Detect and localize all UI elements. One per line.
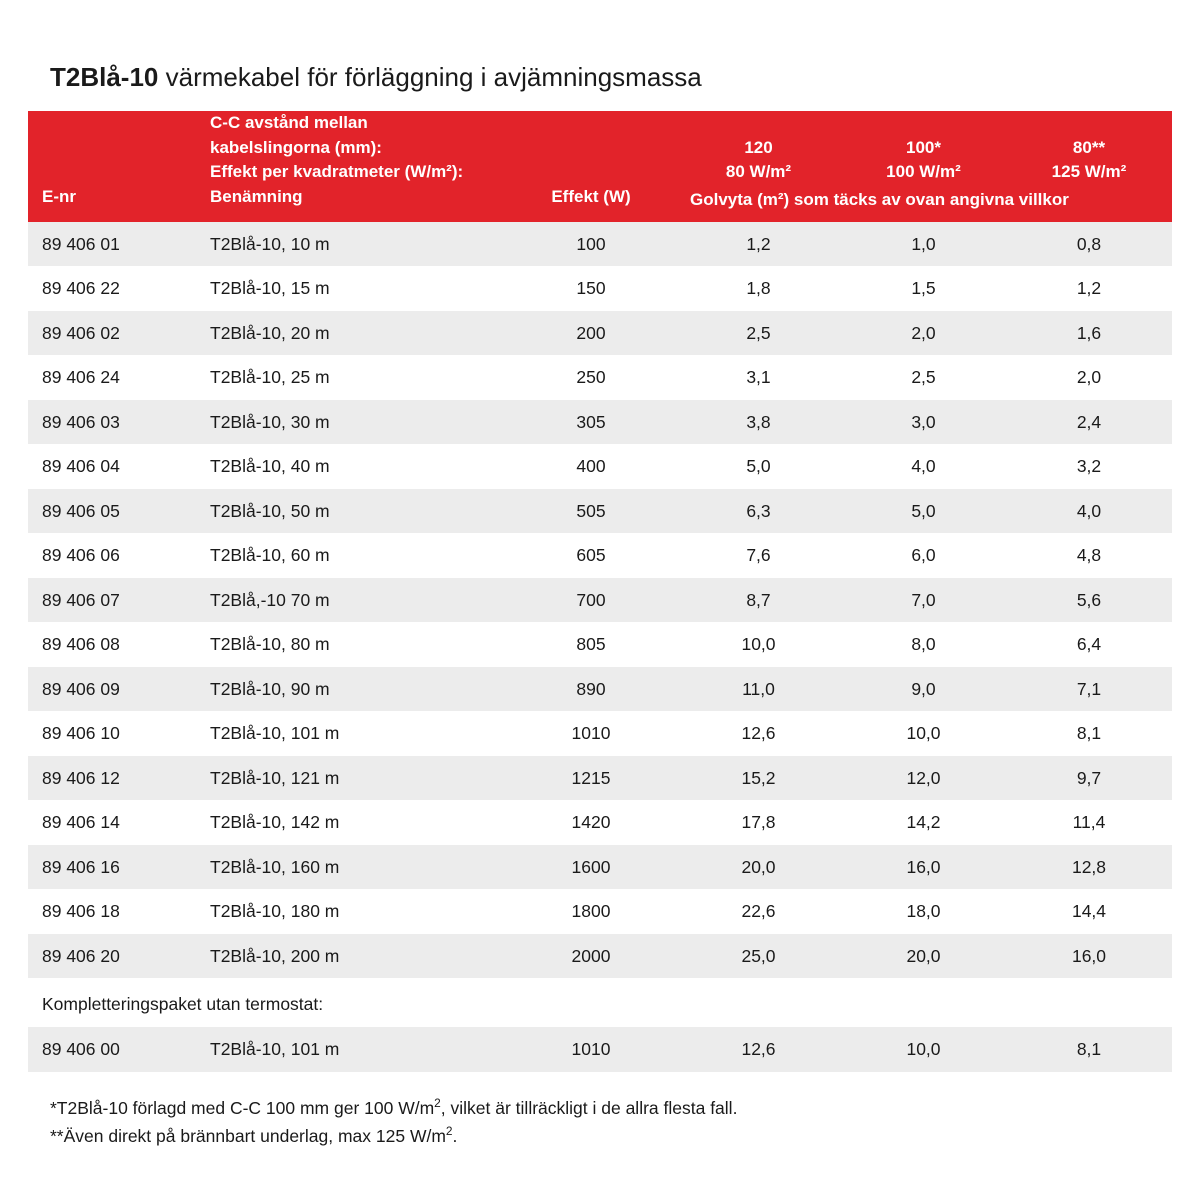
- cell-area-80: 6,4: [1076, 634, 1102, 654]
- cell-name: T2Blå-10, 180 m: [210, 901, 340, 921]
- cell-effekt: 890: [576, 678, 606, 699]
- cell-enr: 89 406 20: [42, 945, 120, 966]
- cell-area-80: 4,0: [1076, 500, 1102, 521]
- table-row: [28, 533, 1172, 578]
- table-header: [28, 111, 1172, 222]
- cell-enr: 89 406 00: [42, 1039, 120, 1059]
- header-label-cc: C-C avstånd mellan kabelslingorna (mm):: [210, 113, 382, 157]
- cell-area-80: 4,8: [1076, 545, 1102, 565]
- cell-effekt: 100: [576, 233, 606, 254]
- header-label-effekt: Effekt (W): [551, 187, 631, 207]
- cell-area-80: 3,2: [1076, 456, 1102, 476]
- header-label-benamning: Benämning: [210, 187, 303, 207]
- cell-enr: 89 406 14: [42, 812, 120, 832]
- cell-name: T2Blå-10, 101 m: [210, 723, 340, 743]
- cell-effekt: 605: [576, 545, 606, 565]
- cell-area-120: 10,0: [741, 634, 776, 654]
- cell-name: T2Blå-10, 80 m: [210, 634, 330, 654]
- table-body: [28, 222, 1172, 1072]
- header-label-enr: E-nr: [42, 187, 76, 207]
- cell-enr: 89 406 06: [42, 545, 120, 565]
- cell-effekt: 1215: [571, 767, 611, 788]
- cell-effekt: 200: [576, 322, 606, 343]
- cell-effekt: 1010: [571, 723, 611, 743]
- header-label-cc100: 100*: [906, 137, 941, 157]
- cell-area-100: 2,0: [911, 322, 936, 343]
- cell-area-120: 6,3: [746, 500, 771, 521]
- cell-area-100: 7,0: [911, 589, 936, 610]
- cell-name: T2Blå-10, 20 m: [210, 322, 330, 343]
- cell-effekt: 1600: [571, 856, 611, 877]
- cell-effekt: 505: [576, 500, 606, 521]
- cell-enr: 89 406 08: [42, 634, 120, 654]
- cell-area-120: 17,8: [741, 812, 776, 832]
- cell-area-100: 12,0: [906, 767, 941, 788]
- cell-effekt: 250: [576, 367, 606, 387]
- cell-area-100: 10,0: [906, 723, 941, 743]
- cell-area-100: 1,5: [911, 278, 936, 298]
- cell-enr: 89 406 10: [42, 723, 120, 743]
- footnote-one: [50, 1094, 1172, 1122]
- page-title-rest: värmekabel för förläggning i avjämningsmassa: [158, 62, 702, 92]
- cell-area-120: 3,1: [746, 367, 771, 387]
- cell-name: T2Blå-10, 142 m: [210, 812, 340, 832]
- table-row: [28, 311, 1172, 356]
- cell-effekt: 305: [576, 411, 606, 432]
- cell-area-120: 7,6: [746, 545, 771, 565]
- table-row: [28, 934, 1172, 979]
- table-row: [28, 711, 1172, 756]
- cell-name: T2Blå-10, 90 m: [210, 678, 330, 699]
- cell-area-80: 2,0: [1076, 367, 1102, 387]
- table-row: [28, 489, 1172, 534]
- table-row: [28, 622, 1172, 667]
- cell-area-80: 2,4: [1076, 411, 1102, 432]
- cell-effekt: 700: [576, 589, 606, 610]
- table-row: [28, 355, 1172, 400]
- footnote-two: [50, 1122, 1172, 1150]
- cell-name: T2Blå-10, 50 m: [210, 500, 330, 521]
- cell-area-80: 0,8: [1076, 233, 1102, 254]
- cell-name: T2Blå-10, 160 m: [210, 856, 340, 877]
- cell-enr: 89 406 16: [42, 856, 120, 877]
- cell-enr: 89 406 09: [42, 678, 120, 699]
- cell-area-80: 1,6: [1076, 322, 1102, 343]
- table-row: [28, 889, 1172, 934]
- cell-enr: 89 406 24: [42, 367, 120, 387]
- cell-name: T2Blå-10, 40 m: [210, 456, 330, 476]
- cell-area-80: 12,8: [1071, 856, 1107, 877]
- footnote-two-text-b: .: [452, 1125, 458, 1146]
- cell-name: T2Blå,-10 70 m: [210, 589, 330, 610]
- cell-area-120: 2,5: [746, 322, 771, 343]
- cell-area-120: 11,0: [742, 678, 775, 699]
- cell-area-80: 7,1: [1076, 678, 1102, 699]
- cell-area-120: 1,2: [746, 233, 771, 254]
- header-cell-effekt: [506, 111, 676, 222]
- cell-enr: 89 406 02: [42, 322, 120, 343]
- table-row: [28, 578, 1172, 623]
- cell-area-100: 14,2: [906, 812, 941, 832]
- cell-enr: 89 406 05: [42, 500, 120, 521]
- header-label-golvyta: Golvyta (m²) som täcks av ovan angivna villkor: [690, 189, 1069, 209]
- cell-area-120: 12,6: [741, 1039, 776, 1059]
- cell-area-80: 8,1: [1076, 1039, 1102, 1059]
- table-row: [28, 266, 1172, 311]
- cell-area-120: 3,8: [746, 411, 771, 432]
- header-label-effekt-per-kvm: Effekt per kvadratmeter (W/m²):: [210, 162, 464, 182]
- cell-effekt: 1420: [571, 812, 611, 832]
- table-row: [28, 400, 1172, 445]
- footnote-one-text-a: *T2Blå-10 förlagd med C-C 100 mm ger 100 W/m: [50, 1097, 435, 1118]
- header-label-100wm2: 100 W/m²: [886, 162, 961, 182]
- cell-enr: 89 406 18: [42, 901, 120, 921]
- header-cell-benamning: [196, 111, 506, 222]
- cell-area-120: 1,8: [746, 278, 771, 298]
- cell-area-120: 12,6: [741, 723, 776, 743]
- header-cell-enr: [28, 111, 196, 222]
- cell-area-80: 11,4: [1072, 812, 1106, 832]
- cell-enr: 89 406 04: [42, 456, 120, 476]
- cell-enr: 89 406 07: [42, 589, 120, 610]
- cell-area-100: 2,5: [911, 367, 936, 387]
- table-header-row: [28, 111, 1172, 222]
- cell-area-120: 20,0: [741, 856, 776, 877]
- cell-area-80: 5,6: [1076, 589, 1102, 610]
- cell-area-80: 9,7: [1076, 767, 1102, 788]
- footnote-one-sup: 2: [434, 1095, 441, 1110]
- cell-area-100: 9,0: [911, 678, 936, 699]
- cell-effekt: 400: [576, 456, 606, 476]
- header-label-80wm2: 80 W/m²: [725, 162, 792, 182]
- cell-area-80: 14,4: [1071, 901, 1107, 921]
- cell-enr: 89 406 12: [42, 767, 120, 788]
- cell-name: T2Blå-10, 101 m: [210, 1039, 340, 1059]
- table-row: [28, 845, 1172, 890]
- cell-enr: 89 406 22: [42, 278, 120, 298]
- cell-effekt: 805: [576, 634, 606, 654]
- cell-area-100: 8,0: [911, 634, 936, 654]
- cell-area-80: 16,0: [1071, 945, 1107, 966]
- cell-area-100: 6,0: [911, 545, 936, 565]
- cell-enr: 89 406 01: [42, 233, 120, 254]
- page-title-product: T2Blå-10: [50, 62, 159, 92]
- table-row: [28, 1027, 1172, 1072]
- cell-effekt: 2000: [571, 945, 611, 966]
- cell-area-80: 8,1: [1076, 723, 1102, 743]
- header-label-cc80: 80**: [1072, 137, 1106, 157]
- cell-effekt: 1800: [571, 901, 611, 921]
- specification-table: [28, 111, 1172, 1072]
- cell-area-100: 5,0: [911, 500, 936, 521]
- cell-area-100: 20,0: [906, 945, 941, 966]
- cell-name: T2Blå-10, 60 m: [210, 545, 330, 565]
- table-row: [28, 222, 1172, 267]
- header-label-125wm2: 125 W/m²: [1051, 162, 1127, 182]
- cell-area-80: 1,2: [1076, 278, 1102, 298]
- footnote-one-text-b: , vilket är tillräckligt i de allra flesta fall.: [440, 1097, 738, 1118]
- cell-area-120: 25,0: [741, 945, 776, 966]
- cell-area-100: 3,0: [911, 411, 936, 432]
- cell-area-100: 10,0: [906, 1039, 941, 1059]
- cell-name: T2Blå-10, 10 m: [210, 233, 330, 254]
- footnotes: [50, 1094, 1172, 1150]
- cell-area-100: 4,0: [911, 456, 936, 476]
- cell-area-120: 15,2: [741, 767, 776, 788]
- cell-effekt: 150: [576, 278, 606, 298]
- table-row: [28, 800, 1172, 845]
- cell-effekt: 1010: [571, 1039, 611, 1059]
- table-row: [28, 667, 1172, 712]
- cell-name: T2Blå-10, 30 m: [210, 411, 330, 432]
- footnote-two-text-a: **Även direkt på brännbart underlag, max 125 W/m: [50, 1125, 446, 1146]
- table-row: [28, 756, 1172, 801]
- cell-area-100: 18,0: [906, 901, 941, 921]
- cell-area-120: 5,0: [746, 456, 771, 476]
- cell-area-100: 16,0: [906, 856, 941, 877]
- cell-name: T2Blå-10, 25 m: [210, 367, 330, 387]
- cell-name: T2Blå-10, 15 m: [210, 278, 330, 298]
- table-row: [28, 444, 1172, 489]
- cell-area-100: 1,0: [911, 233, 936, 254]
- cell-enr: 89 406 03: [42, 411, 120, 432]
- section-note-row: [28, 978, 1172, 1027]
- cell-name: T2Blå-10, 121 m: [210, 767, 340, 788]
- section-note: Kompletteringspaket utan termostat:: [28, 978, 1172, 1027]
- page-title: [50, 62, 1172, 93]
- header-label-cc120: 120: [744, 137, 773, 157]
- footnote-two-sup: 2: [445, 1123, 453, 1138]
- cell-area-120: 8,7: [746, 589, 771, 610]
- cell-name: T2Blå-10, 200 m: [210, 945, 340, 966]
- cell-area-120: 22,6: [741, 901, 776, 921]
